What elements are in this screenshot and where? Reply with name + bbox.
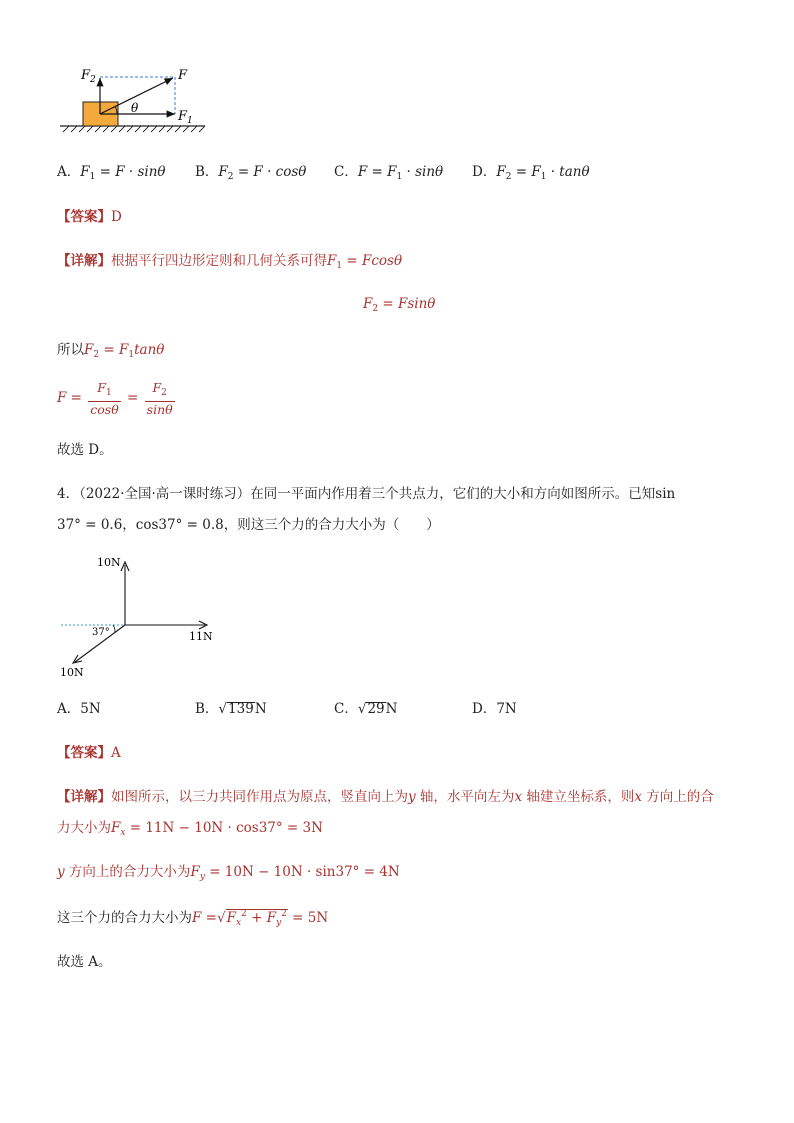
answer-q3: 【答案】D (57, 209, 122, 225)
conclusion-q3: 故选 D。 (57, 442, 113, 458)
three-forces-figure (55, 552, 225, 680)
down-left-force-label: 10N (60, 666, 84, 679)
option-d-q3[interactable]: D．$F_2 = F_1 \cdot \tan\theta$ (472, 164, 590, 182)
down-left-arrowhead (73, 655, 82, 663)
detail-q3-line3: 所以$F_2 = F_1\tan\theta$ (57, 342, 165, 360)
detail-q3-line4: F = $\frac{F_1}{\cos\theta}$ = $\frac{F_2}{\sin\theta}$ (57, 380, 173, 417)
detail-q4-line1: 【详解】如图所示，以三力共同作用点为原点，竖直向上为y 轴，水平向左为x 轴建立坐标系，则x 方向上的合 (57, 789, 714, 805)
right-force-label: 11N (189, 630, 213, 643)
question-4-stem-line2: 37° = 0.6，cos37° = 0.8，则这三个力的合力大小为（ ） (57, 517, 440, 533)
detail-q4-line4: 这三个力的合力大小为$F =√F_x^2 + F_y^2 = 5N$ (57, 909, 329, 928)
F-label: F (178, 68, 188, 83)
theta-label: θ (131, 101, 139, 115)
option-a-q4[interactable]: A．5N (57, 701, 101, 717)
option-b-q3[interactable]: B．$F_2 = F \cdot \cos\theta$ (195, 164, 307, 182)
answer-q4: 【答案】A (57, 745, 121, 761)
option-b-q4[interactable]: B．√139N (195, 701, 267, 717)
option-d-q4[interactable]: D．7N (472, 701, 517, 717)
option-c-q3[interactable]: C．$F = F_1 \cdot \sin\theta$ (334, 164, 444, 182)
detail-q3-line1: 【详解】根据平行四边形定则和几何关系可得$F_1 = Fcos\theta$ (57, 253, 403, 271)
option-a-q3[interactable]: A．$F_1 = F \cdot \sin\theta$ (57, 164, 166, 182)
force-decomposition-figure (55, 62, 215, 137)
detail-q4-line3: y 方向上的合力大小为$F_y = 10N - 10N \cdot \sin 37^\circ = 4N$ (57, 864, 400, 882)
fraction-1: $\frac{F_1}{\cos\theta}$ (90, 380, 119, 417)
angle-label: 37° (92, 627, 110, 638)
conclusion-q4: 故选 A。 (57, 954, 112, 970)
fraction-2: $\frac{F_2}{\sin\theta}$ (146, 380, 173, 417)
detail-q4-line2: 力大小为$F_x = 11N - 10N \cdot \cos 37^\circ = 3N$ (57, 820, 323, 838)
up-force-label: 10N (97, 556, 121, 569)
F1-label: $F_1$ (178, 109, 193, 126)
option-c-q4[interactable]: C．√29N (334, 701, 398, 717)
question-4-stem-line1: 4．（2022·全国·高一课时练习）在同一平面内作用着三个共点力，它们的大小和方向如图所示。已知sin (57, 486, 676, 502)
F2-label: $F_2$ (81, 68, 96, 85)
detail-q3-line2: $F_2 = Fsin\theta$ (363, 296, 436, 314)
angle-arc (113, 625, 115, 632)
ground-hatch (63, 126, 205, 132)
